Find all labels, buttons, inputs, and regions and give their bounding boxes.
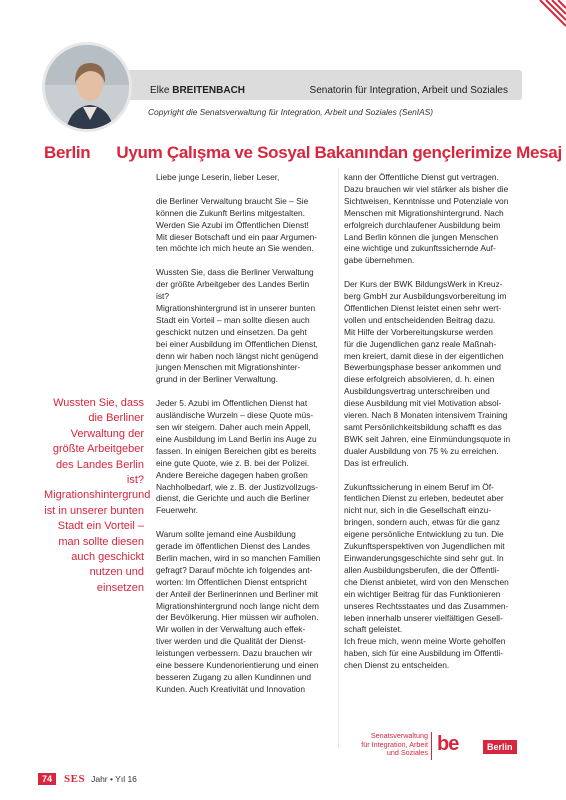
logo-separator [431, 732, 432, 760]
column-divider [338, 168, 339, 748]
portrait-image [45, 45, 132, 132]
paragraph: Jeder 5. Azubi im Öffentlichen Dienst hat ausländische Wurzeln – diese Quote müs- sen wir steigern. Daher auch mein Appell, eine Ausbildung im Land Berlin ins Auge zu fassen. In einigen Bereichen gibt es bereits eine gute Quote, wie z. B. bei der Polizei. Andere Bereiche dagegen haben großen Nachholbedarf, wie z. B. der Justizvollzugs- dienst, die Gerichte und auch die Berliner Feuerwehr. [156, 398, 318, 516]
title-text: Uyum Çalışma ve Sosyal Bakanından gençlerimize Mesaj [116, 143, 562, 162]
logo-berlin-mark: Berlin [483, 740, 517, 754]
page-footer [38, 772, 137, 786]
author-last-name: BREITENBACH [172, 85, 246, 96]
senate-logo [343, 730, 528, 766]
author-portrait [42, 42, 132, 132]
author-role: Senatorin für Integration, Arbeit und Soziales [309, 85, 508, 96]
magazine-brand: SES [64, 773, 86, 785]
paragraph: Wussten Sie, dass die Berliner Verwaltung der größte Arbeitgeber des Landes Berlin ist? Migrationshintergrund ist in unserer bunten Stadt ein Vorteil – man sollte diesen auch geschickt nutzen und einsetzen. Da geht bei einer Ausbildung im Öffentlichen Dienst, denn wir haben noch längst nicht genügend jungen Menschen mit Migrationshinter- grund in der Berliner Verwaltung. [156, 267, 319, 385]
issue-year: Jahr • Yıl 16 [91, 774, 137, 784]
article-title [44, 143, 562, 163]
paragraph: Warum sollte jemand eine Ausbildung gerade im öffentlichen Dienst des Landes Berlin machen, wird in so manchen Familien gefragt? Darauf möchte ich folgendes ant- worten: Im Öffentlichen Dienst entspricht der Anteil der Berlinerinnen und Berliner mit Migrationshintergrund noch lange nicht dem der Bevölkerung. Hier müssen wir aufholen. Wir wollen in der Verwaltung auch effek- tiver werden und die Qualität der Dienst- leistungen verbessern. Dazu brauchen wir eine bessere Kundenorientierung und einen besseren Zugang zu allen Kundinnen und Kunden. Auch Kreativität und Innovation [156, 529, 321, 694]
paragraph: Der Kurs der BWK BildungsWerk in Kreuz- berg GmbH zur Ausbildungsvorbereitung im Öffentlichen Dienst leistet einen sehr wert- vollen und entscheidenden Beitrag dazu. Mit Hilfe der Vorbereitungskurse werden für die Jugendlichen ganz reale Maßnah- men kreiert, damit diese in der eigentlichen Bewerbungsphase besser ankommen und diese erfolgreich absolvieren, d. h. einen Ausbildungsvertrag unterschreiben und diese Ausbildung mit viel Motivation absol- vieren. Nach 8 Monaten intensivem Training samt Persönlichkeitsbildung schafft es das BWK seit Jahren, eine Einmündungsquote in dualer Ausbildung von 75 % zu erreichen. Das ist erfreulich. [344, 279, 511, 468]
paragraph: die Berliner Verwaltung braucht Sie – Sie können die Zukunft Berlins mitgestalten. Werden Sie Azubi im Öffentlichen Dienst! Mit dieser Botschaft und ein paar Argumen- ten möchte ich mich heute an Sie wenden. [156, 195, 318, 254]
article-column-1 [156, 172, 332, 708]
author-name [150, 85, 245, 96]
page-number: 74 [38, 773, 56, 785]
author-first-name: Elke [150, 85, 170, 96]
corner-stripes-decoration [526, 0, 566, 40]
pull-quote: Wussten Sie, dass die Berliner Verwaltung der größte Arbeitgeber des Landes Berlin ist? Migrationshintergrund ist in unserer bunten Stadt ein Vorteil – man sollte diesen auch geschickt nutzen und einsetzen [44, 397, 151, 594]
title-city: Berlin [44, 143, 91, 162]
paragraph: Zukunftssicherung in einem Beruf im Öf- fentlichen Dienst zu erleben, bedeutet aber nicht nur, sich in die Gesellschaft einzu- bringen, sondern auch, etwas für die ganz eigene persönliche Entwicklung zu tun. Die Zukunftsperspektiven von Jugendlichen mit Einwanderungsgeschichte sind sehr gut. In allen Ausbildungsberufen, die der Öffentli- che Dienst anbietet, wird von den Menschen ein wichtiger Beitrag für das Funktionieren unseres Rechtsstaates und das Zusammen- leben innerhalb unserer vielfältigen Gesell- schaft geleistet. Ich freue mich, wenn meine Worte geholfen haben, sich für eine Ausbildung im Öffentli- chen Dienst zu entscheiden. [344, 481, 509, 671]
paragraph: kann der Öffentliche Dienst gut vertragen. Dazu brauchen wir viel stärker als bisher die Sichtweisen, Kenntnisse und Potenziale von Menschen mit Migrationshintergrund. Nach erfolgreich durchlaufener Ausbildung beim Land Berlin können die jungen Menschen eine wichtige und zukunftssichernde Auf- gabe übernehmen. [344, 172, 509, 266]
logo-org-text: Senatsverwaltung für Integration, Arbeit und Soziales [361, 731, 428, 758]
paragraph: Liebe junge Leserin, lieber Leser, [156, 172, 280, 182]
logo-be-mark: be [437, 733, 459, 755]
article-column-2 [344, 172, 522, 684]
photo-copyright: Copyright die Senatsverwaltung für Integration, Arbeit und Soziales (SenIAS) [148, 107, 434, 117]
